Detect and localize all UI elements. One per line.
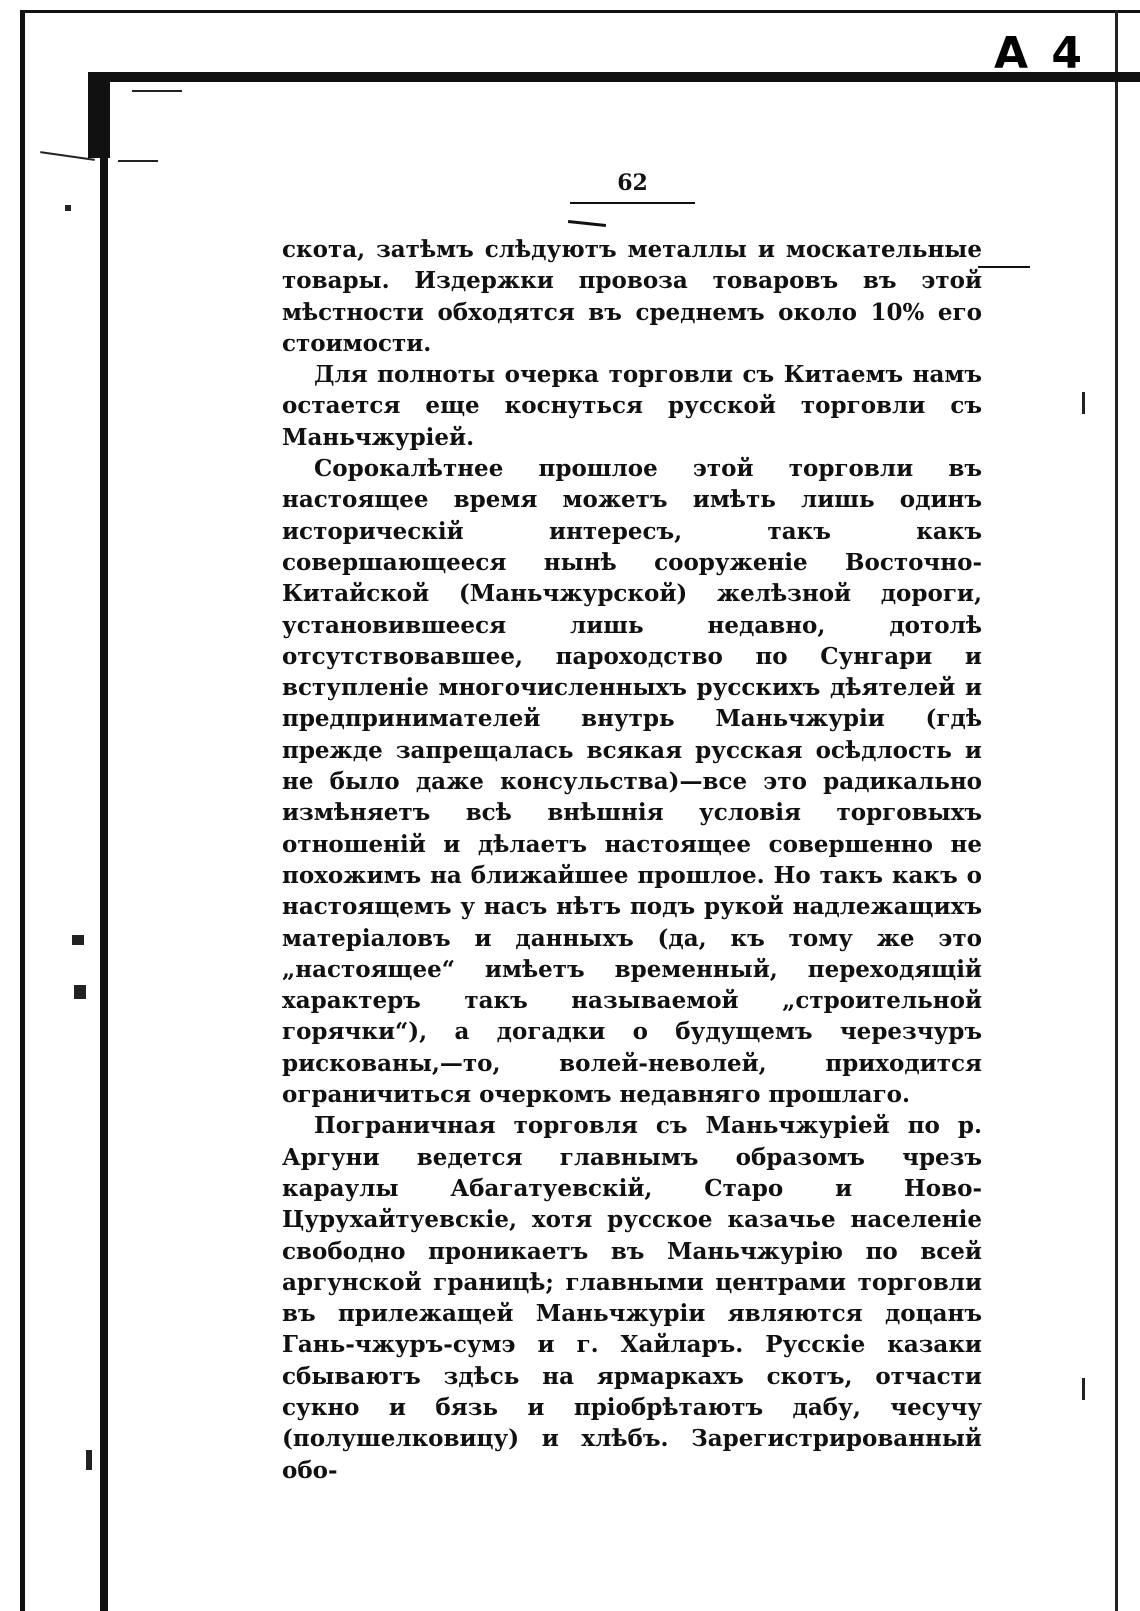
scan-speck bbox=[74, 985, 86, 999]
scan-bar-left-thick bbox=[88, 78, 110, 158]
paragraph: Сорокалѣтнее прошлое этой торговли въ настоящее время можетъ имѣть лишь одинъ историческій интересъ, такъ какъ совершающееся нынѣ сооруженіе Восточно-Китайской (Маньчжурской) желѣзной дороги, установившееся лишь недавно, дотолѣ отсутствовавшее, пароходство по Сунгари и вступленіе многочисленныхъ русскихъ дѣятелей и предпринимателей внутрь Маньчжуріи (гдѣ прежде запрещалась всякая русская осѣдлость и не было даже консульства)—все это радикально измѣняетъ всѣ внѣшнія условія торговыхъ отношеній и дѣлаетъ настоящее совершенно не похожимъ на ближайшее прошлое. Но такъ какъ о настоящемъ у насъ нѣтъ подъ рукой надлежащихъ матеріаловъ и данныхъ (да, къ тому же это „настоящее“ имѣетъ временный, переходящій характеръ такъ называемой „строительной горячки“), а догадки о будущемъ черезчуръ рискованы,—то, волей-неволей, приходится ограничиться очеркомъ недавняго прошлаго. bbox=[282, 455, 982, 1109]
page-number-dash bbox=[568, 220, 606, 227]
scan-speck bbox=[86, 1450, 92, 1470]
scan-frame-top bbox=[20, 10, 1140, 13]
scan-speck bbox=[132, 90, 182, 92]
body-text bbox=[282, 234, 982, 1486]
scan-frame-right bbox=[1115, 10, 1118, 1611]
edge-mark bbox=[1082, 392, 1085, 414]
edge-mark bbox=[1082, 1378, 1085, 1400]
paragraph: Для полноты очерка торговли съ Китаемъ намъ остается еще коснуться русской торговли съ Маньчжуріей. bbox=[282, 361, 982, 451]
paragraph: Пограничная торговля съ Маньчжуріей по р. Аргуни ведется главнымъ образомъ чрезъ караулы Абагатуевскій, Старо и Ново-Цурухайтуевскіе, хотя русское казачье населеніе свободно проникаетъ въ Маньчжурію по всей аргунской границѣ; главными центрами торговли въ прилежащей Маньчжуріи являются доцанъ Гань-чжуръ-сумэ и г. Хайларъ. Русскіе казаки сбываютъ здѣсь на ярмаркахъ скотъ, отчасти сукно и бязь и пріобрѣтаютъ дабу, чесучу (полушелковицу) и хлѣбъ. Зарегистрированный обо- bbox=[282, 1112, 982, 1484]
scan-speck bbox=[65, 205, 71, 211]
scan-frame-left bbox=[20, 10, 25, 1611]
scan-bar-top bbox=[88, 72, 1140, 82]
scan-speck bbox=[118, 160, 158, 162]
scan-speck bbox=[72, 935, 84, 945]
scan-bar-left bbox=[100, 150, 108, 1611]
scan-speck bbox=[40, 151, 95, 161]
page-number: 62 bbox=[570, 170, 695, 204]
archive-corner-label: A 4 bbox=[994, 28, 1086, 79]
margin-mark bbox=[978, 266, 1030, 268]
paragraph-continuation: скота, затѣмъ слѣдуютъ металлы и москательные товары. Издержки провоза товаровъ въ этой мѣстности обходятся въ среднемъ около 10% его стоимости. bbox=[282, 236, 982, 357]
